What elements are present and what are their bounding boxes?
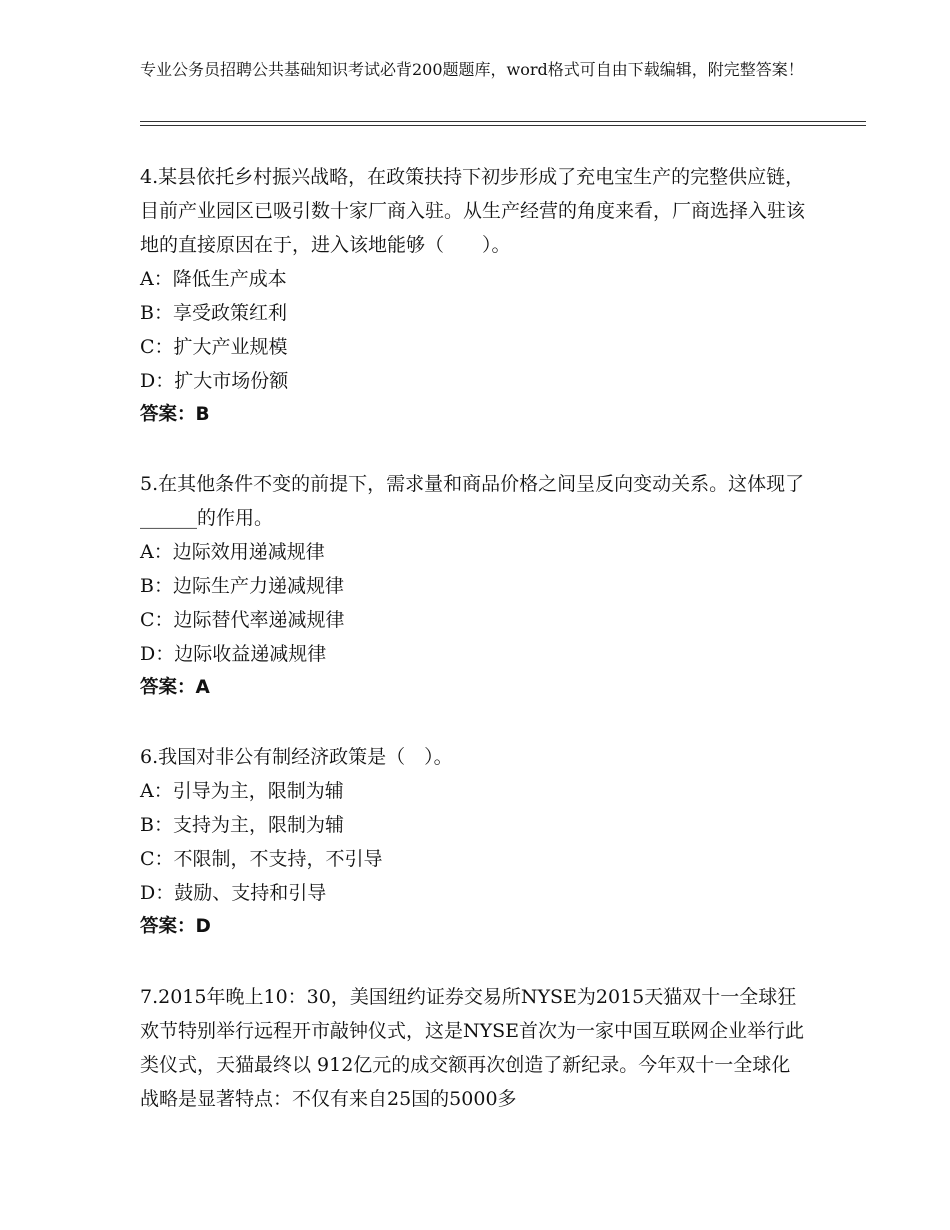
option-c: C：边际替代率递减规律 (140, 609, 345, 631)
answer-line: 答案：A (140, 677, 210, 698)
option-b: B：享受政策红利 (140, 302, 287, 324)
question-6 (140, 740, 805, 944)
option-d: D：扩大市场份额 (140, 370, 289, 392)
option-c: C：不限制，不支持，不引导 (140, 848, 383, 870)
header-rule-bottom (140, 125, 866, 126)
answer-line: 答案：B (140, 404, 210, 425)
option-a: A：引导为主，限制为辅 (140, 780, 344, 802)
question-4 (140, 160, 805, 432)
option-d: D：鼓励、支持和引导 (140, 882, 327, 904)
option-b: B：支持为主，限制为辅 (140, 814, 344, 836)
question-5 (140, 467, 805, 705)
option-a: A：降低生产成本 (140, 268, 287, 290)
question-stem: 6.我国对非公有制经济政策是（ ）。 (140, 746, 453, 768)
question-stem: 5.在其他条件不变的前提下，需求量和商品价格之间呈反向变动关系。这体现了______的作用。 (140, 473, 805, 529)
option-b: B：边际生产力递减规律 (140, 575, 344, 597)
option-d: D：边际收益递减规律 (140, 643, 327, 665)
answer-line: 答案：D (140, 916, 211, 937)
option-a: A：边际效用递减规律 (140, 541, 325, 563)
option-c: C：扩大产业规模 (140, 336, 288, 358)
document-header: 专业公务员招聘公共基础知识考试必背200题题库，word格式可自由下载编辑，附完整答案！ (140, 60, 804, 79)
question-stem: 7.2015年晚上10：30，美国纽约证券交易所NYSE为2015天猫双十一全球狂欢节特别举行远程开市敲钟仪式，这是NYSE首次为一家中国互联网企业举行此类仪式，天猫最终以 912亿元的成交额再次创造了新纪录。今年双十一全球化战略是显著特点：不仅有来自25国的5000多 (140, 986, 805, 1110)
question-stem: 4.某县依托乡村振兴战略，在政策扶持下初步形成了充电宝生产的完整供应链，目前产业园区已吸引数十家厂商入驻。从生产经营的角度来看，厂商选择入驻该地的直接原因在于，进入该地能够（ ）。 (140, 166, 806, 256)
header-rule-top (140, 121, 866, 122)
question-7 (140, 980, 805, 1116)
